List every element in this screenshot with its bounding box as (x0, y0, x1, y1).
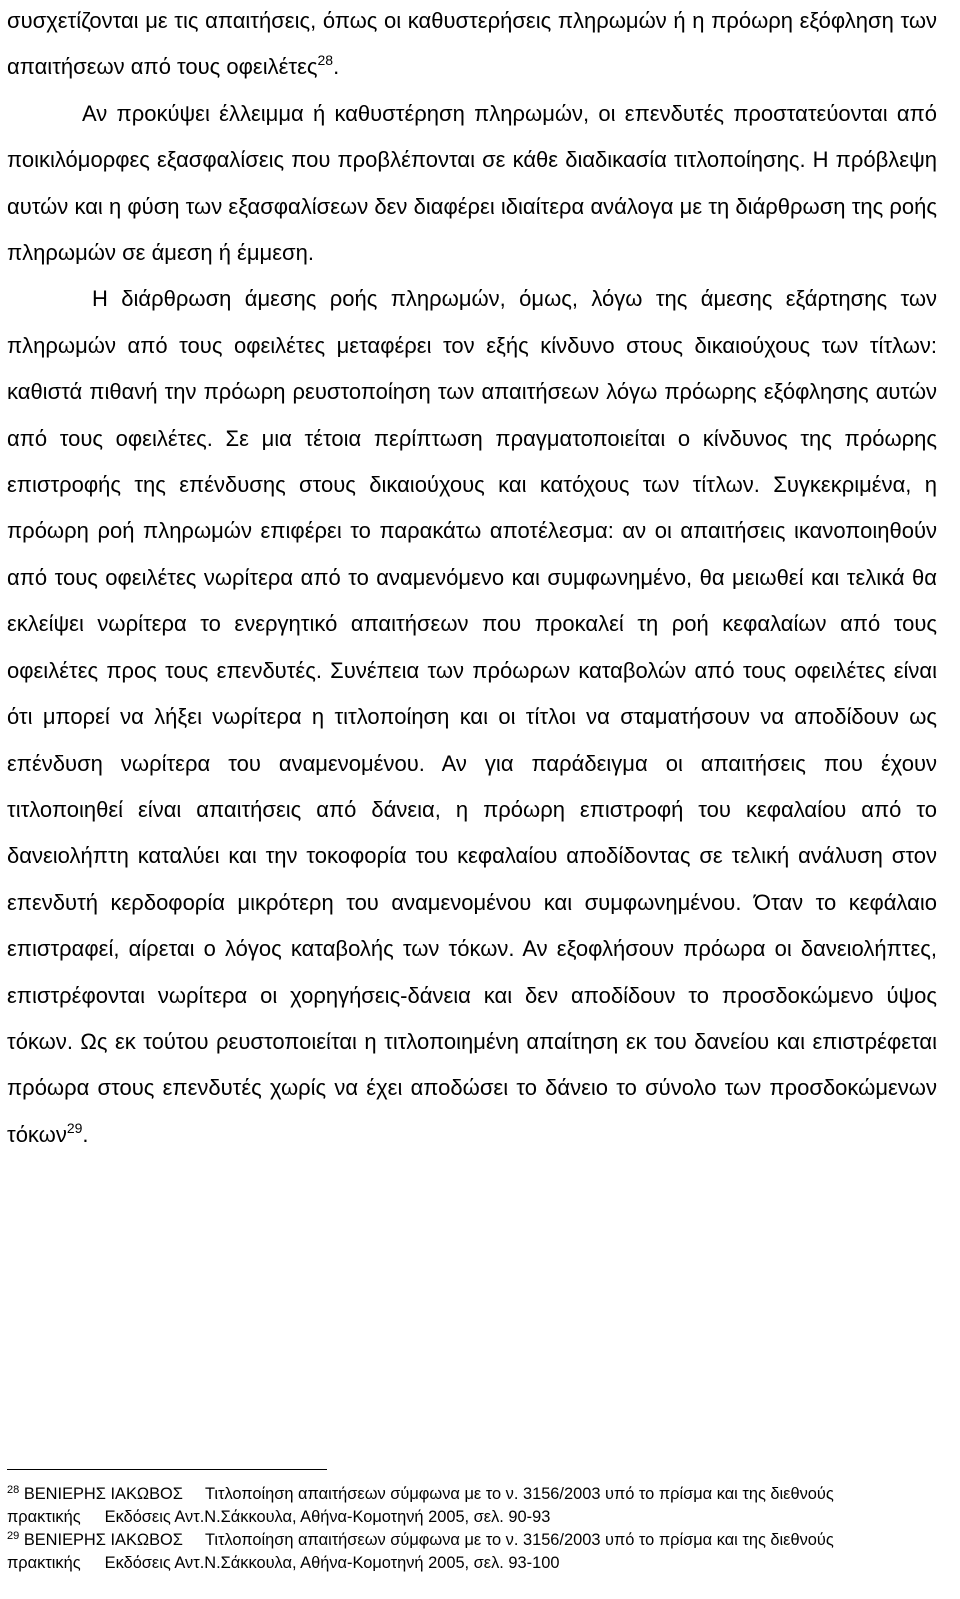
footnote-publisher: Εκδόσεις Αντ.Ν.Σάκκουλα, Αθήνα-Κομοτηνή 2005, σελ. 93-100 (104, 1554, 560, 1572)
footnote-title: Τιτλοποίηση απαιτήσεων σύμφωνα με το ν. 3156/2003 υπό το πρίσμα και της διεθνούς (204, 1485, 834, 1503)
paragraph-text: συσχετίζονται με τις απαιτήσεις, όπως οι καθυστερήσεις πληρωμών ή η πρόωρη εξόφληση των απαιτήσεων από τους οφειλέτες (7, 8, 937, 80)
footnote-number: 29 (7, 1530, 20, 1542)
paragraph-2 (7, 91, 937, 277)
footnotes (7, 1483, 937, 1575)
footnote-28 (7, 1483, 937, 1506)
paragraph-text-end: . (333, 54, 340, 80)
footnote-cont: πρακτικής (7, 1554, 81, 1572)
footnote-28-continued (7, 1506, 937, 1529)
body-text (7, 0, 937, 1158)
footnote-separator (7, 1469, 327, 1470)
footnote-author: ΒΕΝΙΕΡΗΣ ΙΑΚΩΒΟΣ (23, 1485, 183, 1503)
paragraph-text-end: . (82, 1121, 89, 1147)
paragraph-text: Αν προκύψει έλλειμμα ή καθυστέρηση πληρωμών, οι επενδυτές προστατεύονται από ποικιλόμορφες εξασφαλίσεις που προβλέπονται σε κάθε διαδικασία τιτλοποίησης. Η πρόβλεψη αυτών και η φύση των εξασφαλίσεων δεν διαφέρει ιδιαίτερα ανάλογα με τη διάρθρωση της ροής πληρωμών σε άμεση ή έμμεση. (7, 100, 937, 266)
footnote-publisher: Εκδόσεις Αντ.Ν.Σάκκουλα, Αθήνα-Κομοτηνή 2005, σελ. 90-93 (104, 1508, 551, 1526)
footnote-ref-29[interactable]: 29 (66, 1119, 83, 1136)
footnote-title: Τιτλοποίηση απαιτήσεων σύμφωνα με το ν. 3156/2003 υπό το πρίσμα και της διεθνούς (204, 1531, 834, 1549)
footnote-29 (7, 1529, 937, 1552)
paragraph-3 (7, 276, 937, 1158)
footnote-author: ΒΕΝΙΕΡΗΣ ΙΑΚΩΒΟΣ (23, 1531, 183, 1549)
paragraph-text: Η διάρθρωση άμεσης ροής πληρωμών, όμως, λόγω της άμεσης εξάρτησης των πληρωμών από τους οφειλέτες μεταφέρει τον εξής κίνδυνο στους δικαιούχους των τίτλων: καθιστά πιθανή την πρόωρη ρευστοποίηση των απαιτήσεων λόγω πρόωρης εξόφλησης αυτών από τους οφειλέτες. Σε μια τέτοια περίπτωση πραγματοποιείται ο κίνδυνος της πρόωρης επιστροφής της επένδυσης στους δικαιούχους και κατόχους των τίτλων. Συγκεκριμένα, η πρόωρη ροή πληρωμών επιφέρει το παρακάτω αποτέλεσμα: αν οι απαιτήσεις ικανοποιηθούν από τους οφειλέτες νωρίτερα από το αναμενόμενο και συμφωνημένο, θα μειωθεί και τελικά θα εκλείψει νωρίτερα το ενεργητικό απαιτήσεων που προκαλεί τη ροή κεφαλαίων από τους οφειλέτες προς τους επενδυτές. Συνέπεια των πρόωρων καταβολών από τους οφειλέτες είναι ότι μπορεί να λήξει νωρίτερα η τιτλοποίηση και οι τίτλοι να σταματήσουν να αποδίδουν ως επένδυση νωρίτερα του αναμενομένου. Αν για παράδειγμα οι απαιτήσεις που έχουν τιτλοποιηθεί είναι απαιτήσεις από δάνεια, η πρόωρη επιστροφή του κεφαλαίου από το δανειολήπτη καταλύει και την τοκοφορία του κεφαλαίου αποδίδοντας σε τελική ανάλυση στον επενδυτή κερδοφορία μικρότερη του αναμενομένου και συμφωνημένου. Όταν το κεφάλαιο επιστραφεί, αίρεται ο λόγος καταβολής των τόκων. Αν εξοφλήσουν πρόωρα οι δανειολήπτες, επιστρέφονται νωρίτερα οι χορηγήσεις-δάνεια και δεν αποδίδουν το προσδοκώμενο ύψος τόκων. Ως εκ τούτου ρευστοποιείται η τιτλοποιημένη απαίτηση εκ του δανείου και επιστρέφεται πρόωρα στους επενδυτές χωρίς να έχει αποδώσει το δάνειο το σύνολο των προσδοκώμενων τόκων (7, 286, 937, 1147)
paragraph-1 (7, 0, 937, 91)
footnote-ref-28[interactable]: 28 (317, 52, 334, 69)
footnote-number: 28 (7, 1484, 20, 1496)
footnote-cont: πρακτικής (7, 1508, 81, 1526)
footnote-29-continued (7, 1552, 937, 1575)
